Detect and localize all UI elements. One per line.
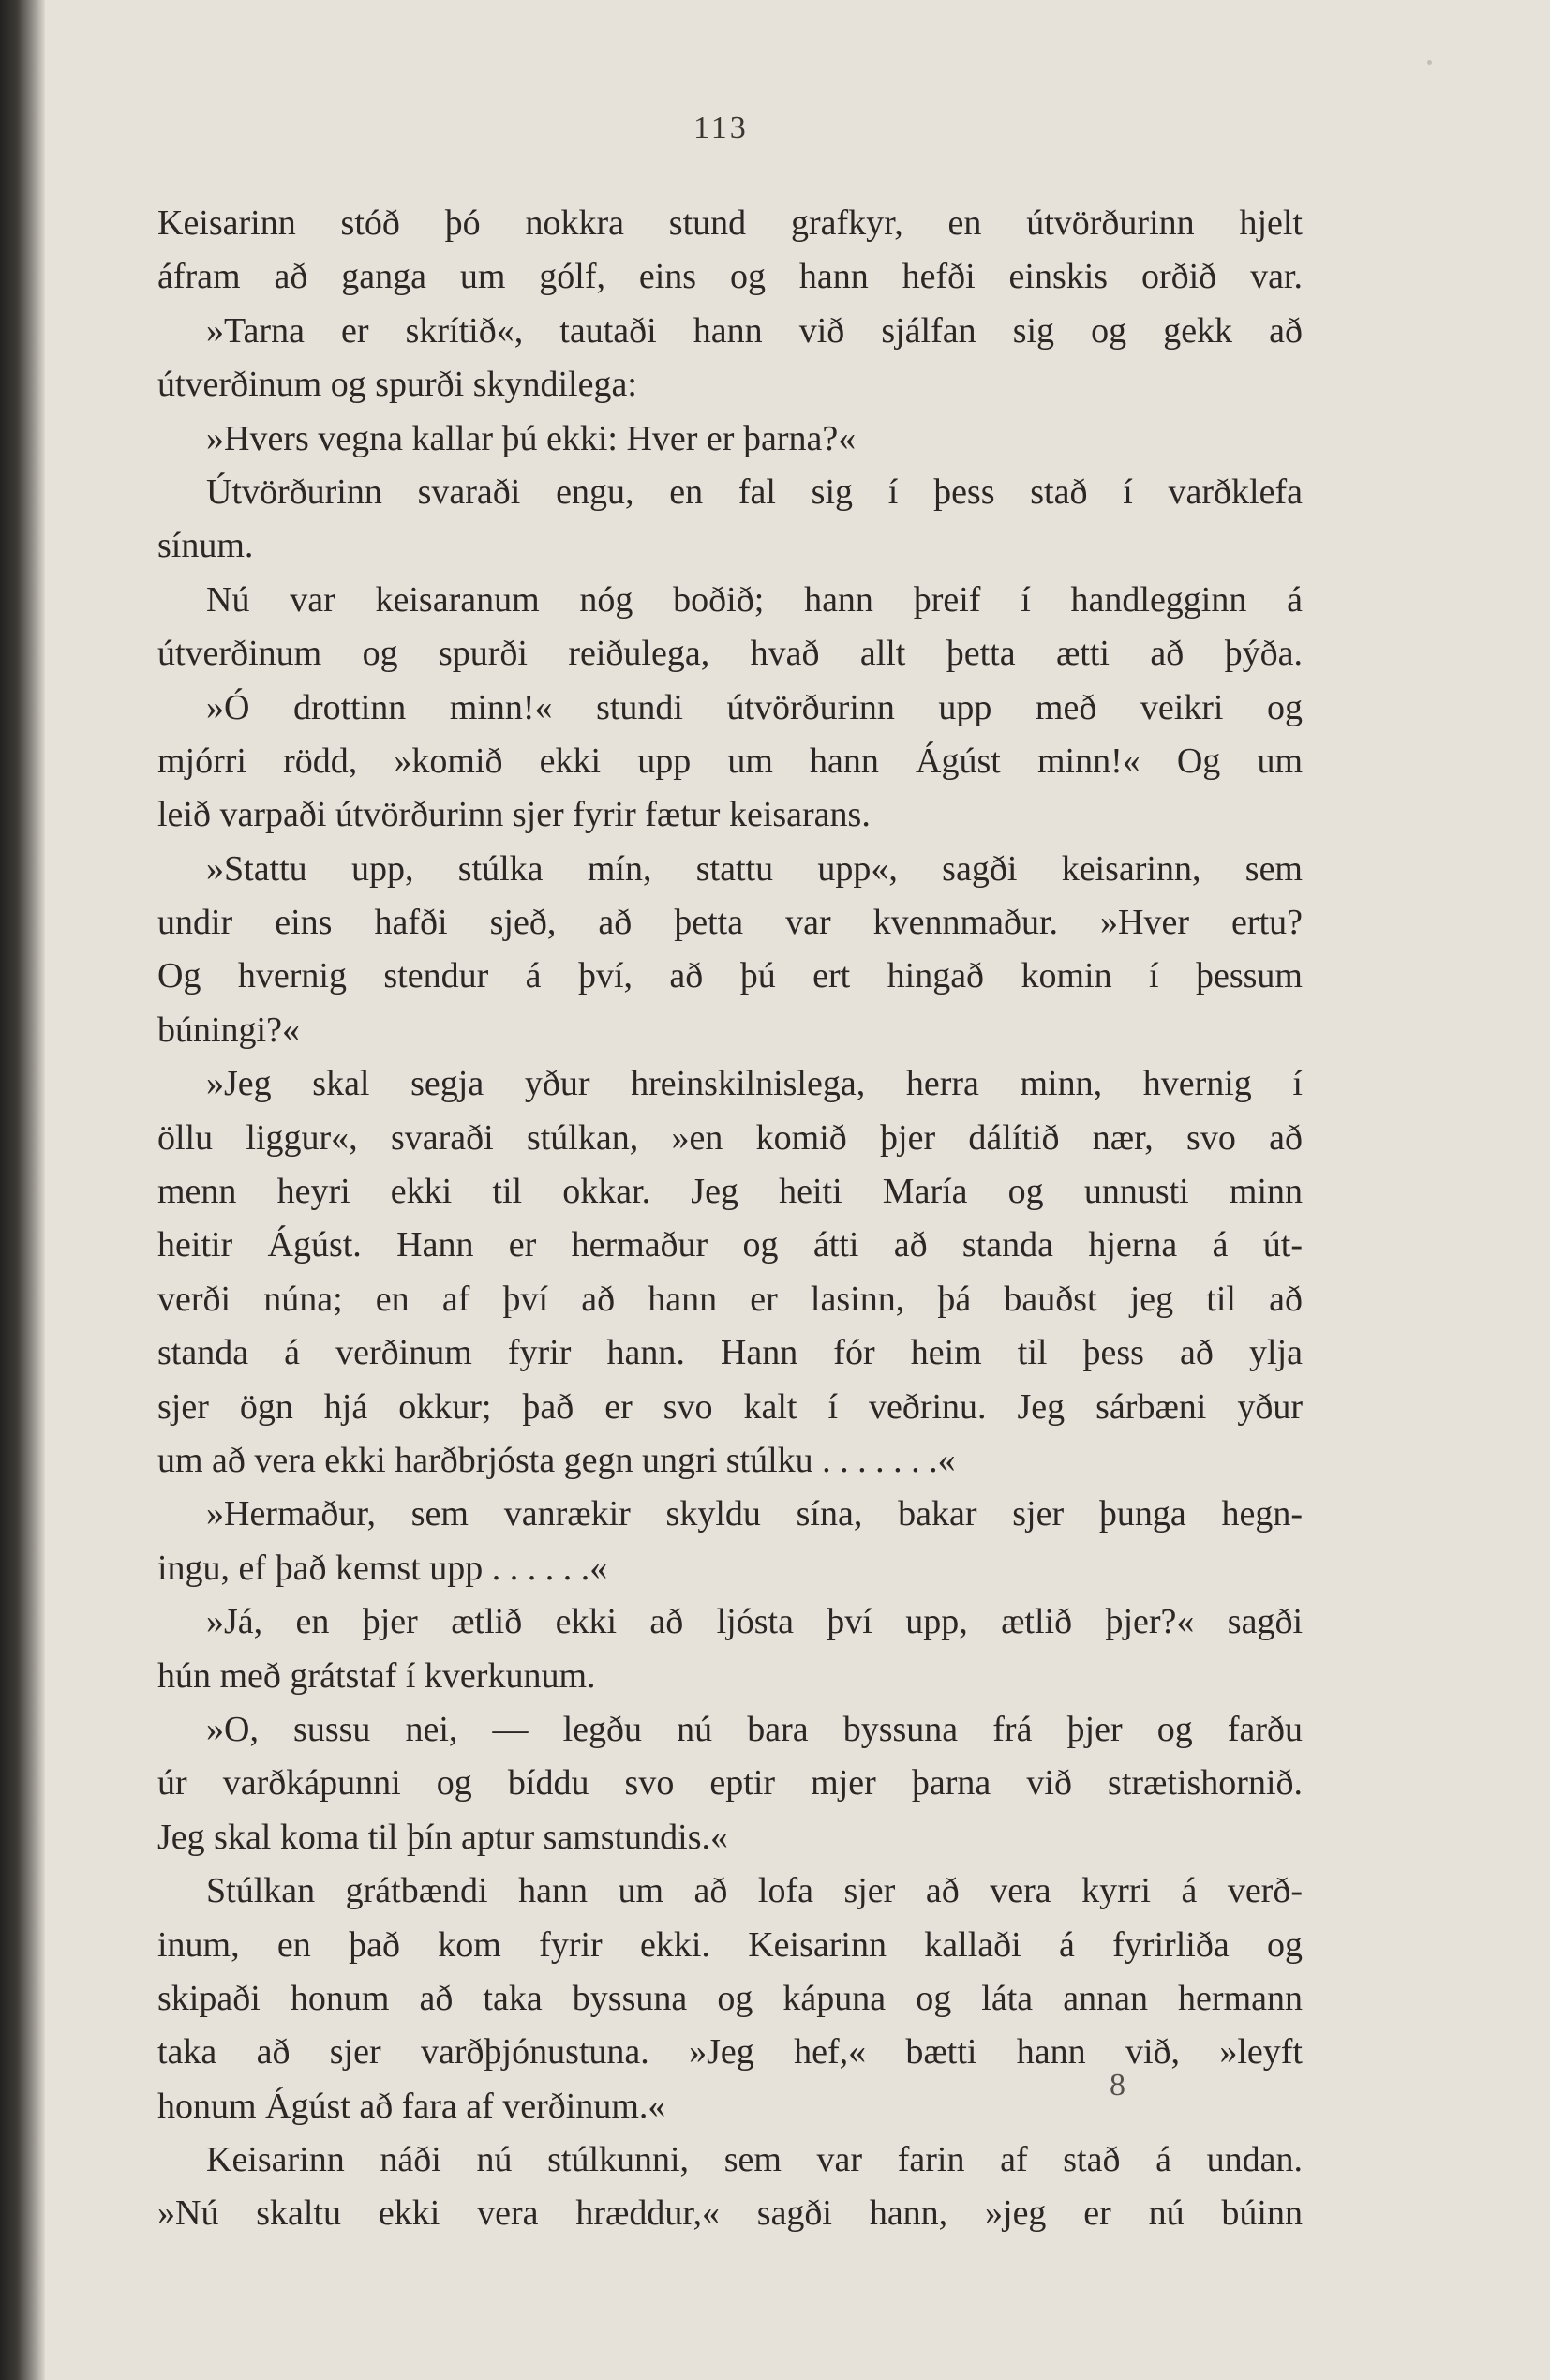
text-line: standa á verðinum fyrir hann. Hann fór heim til þess að ylja bbox=[157, 1333, 1303, 1373]
text-line: »Já, en þjer ætlið ekki að ljósta því upp, ætlið þjer?« sagði bbox=[206, 1602, 1303, 1642]
text-line: taka að sjer varðþjónustuna. »Jeg hef,« bætti hann við, »leyft bbox=[157, 2032, 1303, 2073]
text-line: mjórri rödd, »komið ekki upp um hann Ágúst minn!« Og um bbox=[157, 741, 1303, 781]
text-line: úr varðkápunni og bíddu svo eptir mjer þarna við strætishornið. bbox=[157, 1763, 1303, 1804]
text-line: Og hvernig stendur á því, að þú ert hingað komin í þessum bbox=[157, 956, 1303, 996]
text-line: skipaði honum að taka byssuna og kápuna og láta annan hermann bbox=[157, 1978, 1303, 2018]
paper-speck bbox=[1427, 60, 1432, 65]
text-line: Keisarinn náði nú stúlkunni, sem var farin af stað á undan. bbox=[206, 2140, 1303, 2180]
text-line: undir eins hafði sjeð, að þetta var kvennmaður. »Hver ertu? bbox=[157, 903, 1303, 943]
text-line: Nú var keisaranum nóg boðið; hann þreif í handlegginn á bbox=[206, 579, 1303, 620]
text-line: sjer ögn hjá okkur; það er svo kalt í veðrinu. Jeg sárbæni yður bbox=[157, 1386, 1303, 1427]
text-line: »Hermaður, sem vanrækir skyldu sína, bakar sjer þunga hegn- bbox=[206, 1494, 1303, 1534]
text-line: verði núna; en af því að hann er lasinn, þá bauðst jeg til að bbox=[157, 1279, 1303, 1319]
text-line: »Nú skaltu ekki vera hræddur,« sagði hann, »jeg er nú búinn bbox=[157, 2193, 1303, 2234]
text-line: leið varpaði útvörðurinn sjer fyrir fætur keisarans. bbox=[157, 795, 871, 835]
text-line: »O, sussu nei, — legðu nú bara byssuna frá þjer og farðu bbox=[206, 1709, 1303, 1749]
text-line: Útvörðurinn svaraði engu, en fal sig í þess stað í varðklefa bbox=[206, 472, 1303, 512]
text-line: Keisarinn stóð þó nokkra stund grafkyr, en útvörðurinn hjelt bbox=[157, 203, 1303, 243]
text-line: »Ó drottinn minn!« stundi útvörðurinn upp með veikri og bbox=[206, 687, 1303, 727]
text-line: útverðinum og spurði reiðulega, hvað allt þetta ætti að þýða. bbox=[157, 634, 1303, 674]
text-line: ingu, ef það kemst upp . . . . . .« bbox=[157, 1548, 608, 1588]
book-spine-shadow bbox=[0, 0, 45, 2380]
body-text bbox=[157, 197, 1303, 2241]
text-line: áfram að ganga um gólf, eins og hann hefði einskis orðið var. bbox=[157, 257, 1303, 297]
text-line: Stúlkan grátbændi hann um að lofa sjer að vera kyrri á verð- bbox=[206, 1871, 1303, 1911]
text-line: heitir Ágúst. Hann er hermaður og átti að standa hjerna á út- bbox=[157, 1225, 1303, 1265]
text-line: »Jeg skal segja yður hreinskilnislega, herra minn, hvernig í bbox=[206, 1064, 1303, 1104]
text-line: »Hvers vegna kallar þú ekki: Hver er þarna?« bbox=[206, 418, 857, 458]
text-line: öllu liggur«, svaraði stúlkan, »en komið þjer dálítið nær, svo að bbox=[157, 1117, 1303, 1158]
text-line: hún með grátstaf í kverkunum. bbox=[157, 1655, 596, 1696]
signature-mark: 8 bbox=[1110, 2068, 1127, 2103]
text-line: »Stattu upp, stúlka mín, stattu upp«, sagði keisarinn, sem bbox=[206, 848, 1303, 889]
text-line: útverðinum og spurði skyndilega: bbox=[157, 365, 637, 405]
text-line: honum Ágúst að fara af verðinum.« bbox=[157, 2086, 666, 2126]
text-line: sínum. bbox=[157, 526, 254, 566]
text-line: menn heyri ekki til okkar. Jeg heiti María og unnusti minn bbox=[157, 1172, 1303, 1212]
text-line: inum, en það kom fyrir ekki. Keisarinn kallaði á fyrirliða og bbox=[157, 1924, 1303, 1965]
page-number: 113 bbox=[693, 111, 749, 145]
text-line: Jeg skal koma til þín aptur samstundis.« bbox=[157, 1817, 729, 1857]
text-line: búningi?« bbox=[157, 1010, 300, 1050]
text-line: »Tarna er skrítið«, tautaði hann við sjálfan sig og gekk að bbox=[206, 310, 1303, 351]
text-line: um að vera ekki harðbrjósta gegn ungri stúlku . . . . . . .« bbox=[157, 1440, 956, 1480]
